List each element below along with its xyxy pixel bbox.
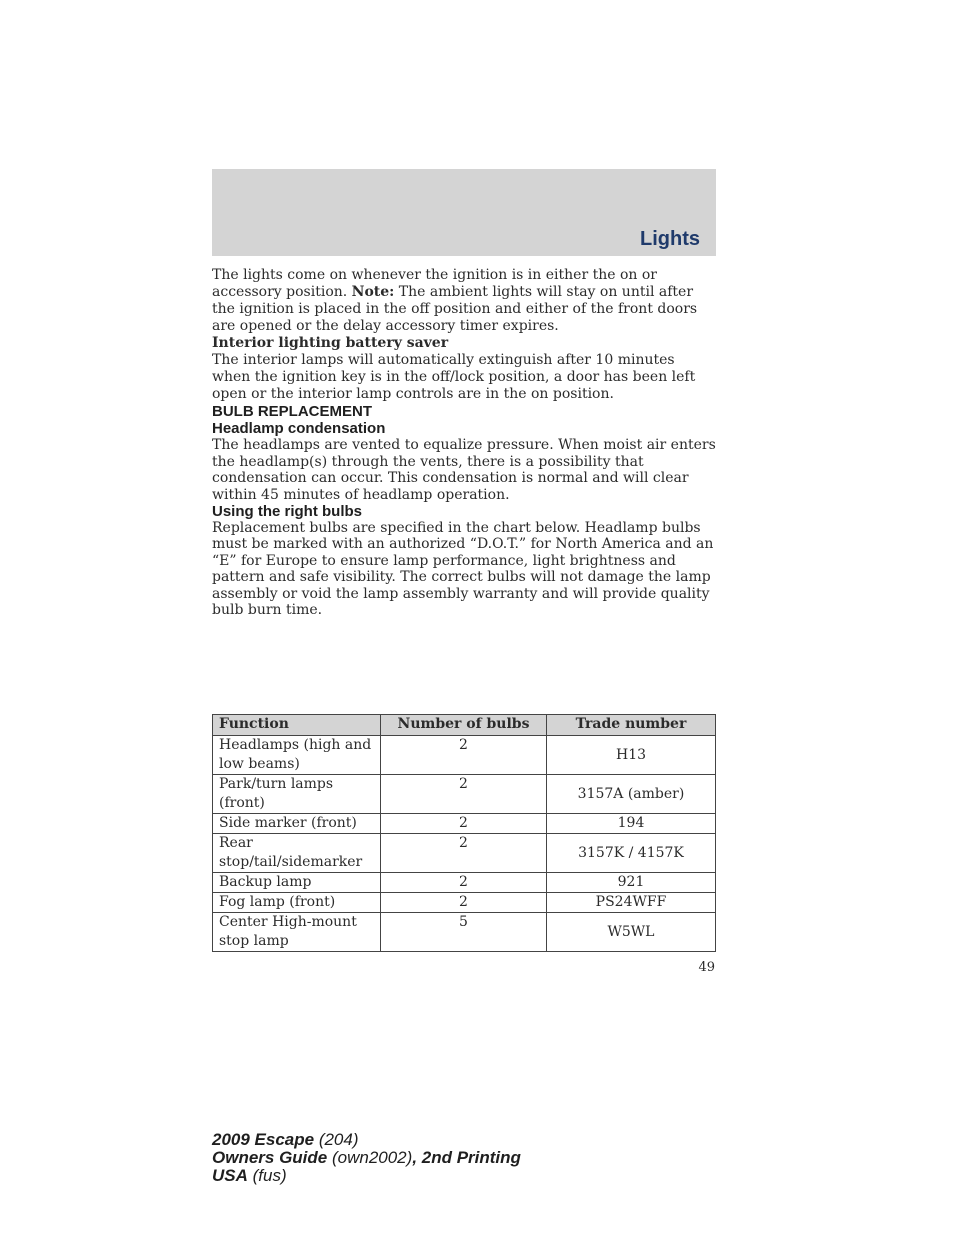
- table-row: [213, 873, 716, 893]
- bulb-replacement-heading: BULB REPLACEMENT: [212, 403, 372, 420]
- cell-count: 2: [381, 834, 547, 873]
- right-bulbs-text: Replacement bulbs are specified in the chart below. Headlamp bulbs must be marked with an authorized “D.O.T.” for North America and an “E” for Europe to ensure lamp performance, light brightness and pattern and safe visibility. The correct bulbs will not damage the lamp assembly or void the lamp assembly warranty and will provide quality bulb burn time.: [212, 520, 714, 619]
- col-header-trade: Trade number: [547, 715, 716, 736]
- cell-function: Backup lamp: [213, 873, 381, 893]
- cell-function: Fog lamp (front): [213, 893, 381, 913]
- cell-function: Side marker (front): [213, 814, 381, 834]
- footer-line-3: [212, 1167, 521, 1185]
- note-label: Note:: [351, 284, 395, 300]
- battery-saver-heading: Interior lighting battery saver: [212, 335, 449, 351]
- page-number: 49: [698, 960, 715, 975]
- cell-trade: 921: [547, 873, 716, 893]
- footer-line-1: [212, 1131, 521, 1149]
- condensation-heading: Headlamp condensation: [212, 420, 386, 437]
- document-footer: [212, 1131, 521, 1185]
- cell-trade: PS24WFF: [547, 893, 716, 913]
- cell-function: Rear stop/tail/sidemarker: [213, 834, 381, 873]
- cell-count: 2: [381, 814, 547, 834]
- condensation-text: The headlamps are vented to equalize pressure. When moist air enters the headlamp(s) through the vents, there is a possibility that condensation can occur. This condensation is normal and will clear within 45 minutes of headlamp operation.: [212, 437, 716, 503]
- table-row: [213, 775, 716, 814]
- footer-model-code: (204): [314, 1130, 359, 1149]
- table-row: [213, 834, 716, 873]
- footer-printing: , 2nd Printing: [412, 1148, 521, 1167]
- cell-function: Park/turn lamps (front): [213, 775, 381, 814]
- section-title: Lights: [640, 228, 700, 250]
- footer-line-2: [212, 1149, 521, 1167]
- footer-region: USA: [212, 1166, 248, 1185]
- cell-count: 2: [381, 873, 547, 893]
- page-content: [212, 267, 716, 618]
- cell-trade: 194: [547, 814, 716, 834]
- section-header-band: [212, 169, 716, 256]
- cell-function: Center High-mount stop lamp: [213, 913, 381, 952]
- cell-count: 2: [381, 736, 547, 775]
- cell-count: 2: [381, 775, 547, 814]
- cell-count: 5: [381, 913, 547, 952]
- col-header-function: Function: [213, 715, 381, 736]
- table-row: [213, 736, 716, 775]
- footer-guide-code: (own2002): [327, 1148, 413, 1167]
- battery-saver-text: The interior lamps will automatically extinguish after 10 minutes when the ignition key is in the off/lock position, a door has been left open or the interior lamp controls are in the on position.: [212, 352, 696, 402]
- intro-text-2: The ambient lights will stay on until after the ignition is placed in the off position and either of the front doors are opened or the delay accessory timer expires.: [212, 284, 698, 334]
- footer-region-code: (fus): [247, 1166, 287, 1185]
- cell-function: Headlamps (high and low beams): [213, 736, 381, 775]
- footer-model: 2009 Escape: [212, 1130, 315, 1149]
- table-row: [213, 893, 716, 913]
- cell-count: 2: [381, 893, 547, 913]
- cell-trade: H13: [547, 736, 716, 775]
- cell-trade: 3157K / 4157K: [547, 834, 716, 873]
- footer-guide: Owners Guide: [212, 1148, 328, 1167]
- col-header-count: Number of bulbs: [381, 715, 547, 736]
- intro-text-1: The lights come on whenever the ignition is in either the on or accessory position.: [212, 267, 657, 300]
- table-row: [213, 913, 716, 952]
- right-bulbs-heading: Using the right bulbs: [212, 503, 362, 520]
- table-header-row: [213, 715, 716, 736]
- cell-trade: W5WL: [547, 913, 716, 952]
- table-row: [213, 814, 716, 834]
- cell-trade: 3157A (amber): [547, 775, 716, 814]
- intro-paragraph: [212, 267, 716, 335]
- bulb-table: [212, 714, 716, 952]
